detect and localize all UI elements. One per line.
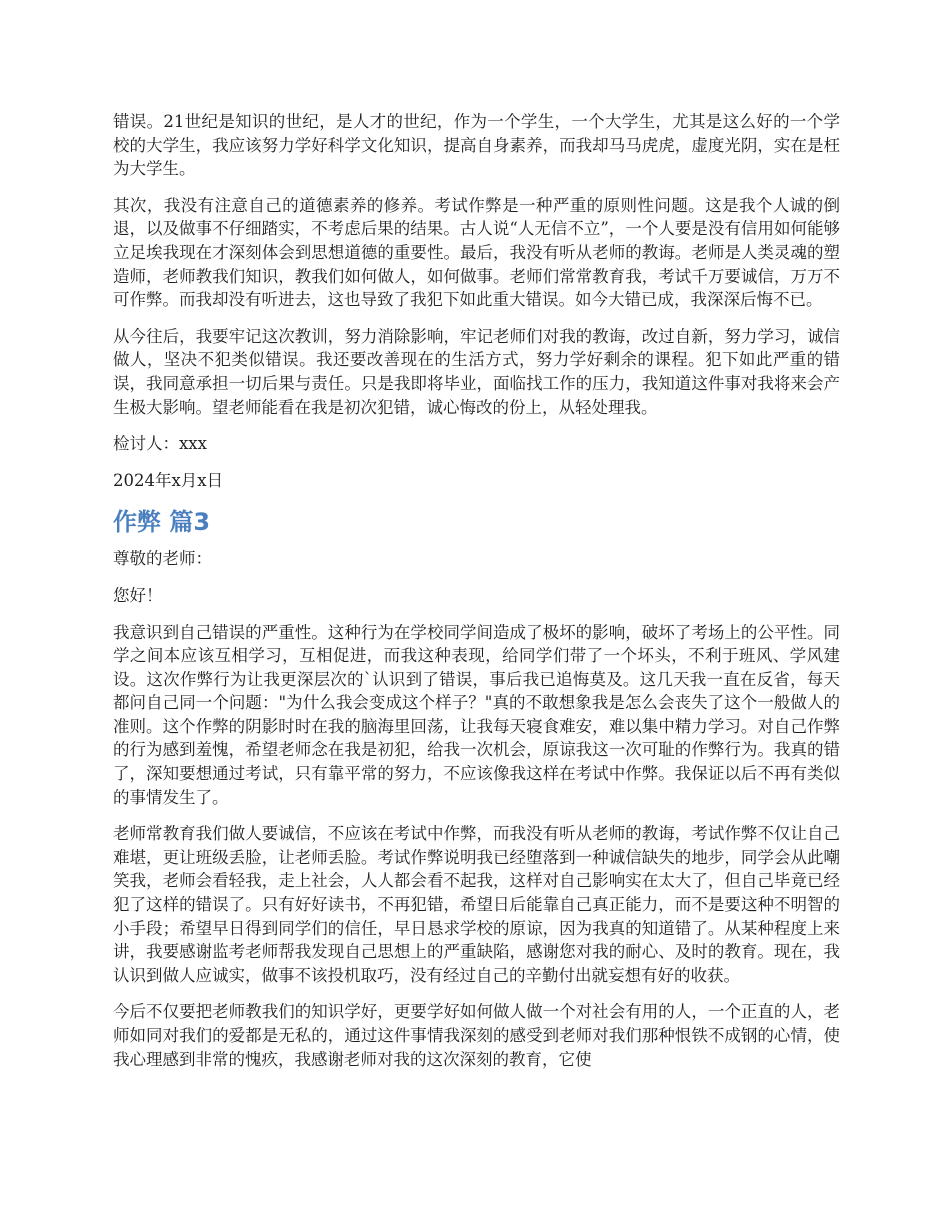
body-paragraph-4: 我意识到自己错误的严重性。这种行为在学校同学间造成了极坏的影响，破坏了考场上的公平性。同学之间本应该互相学习，互相促进，而我这种表现，给同学们带了一个坏头，不利于班风、学风建设。这次作弊行为让我更深层次的`认识到了错误，事后我已追悔莫及。这几天我一直在反省，每天都问自己同一个问题："为什么我会变成这个样子？"真的不敢想象我是怎么会丧失了这个一般做人的准则。这个作弊的阴影时时在我的脑海里回荡，让我每天寝食难安，难以集中精力学习。对自己作弊的行为感到羞愧，希望老师念在我是初犯，给我一次机会，原谅我这一次可耻的作弊行为。我真的错了，深知要想通过考试，只有靠平常的努力，不应该像我这样在考试中作弊。我保证以后不再有类似的事情发生了。 [113,622,840,807]
body-paragraph-3: 从今往后，我要牢记这次教训，努力消除影响，牢记老师们对我的教诲，改过自新，努力学习，诚信做人，坚决不犯类似错误。我还要改善现在的生活方式，努力学好剩余的课程。犯下如此严重的错误，我同意承担一切后果与责任。只是我即将毕业，面临找工作的压力，我知道这件事对我将来会产生极大影响。望老师能看在我是初次犯错，诚心悔改的份上，从轻处理我。 [113,326,840,417]
date-line: 2024年x月x日 [113,470,224,490]
signature-line: 检讨人：xxx [113,434,207,454]
body-paragraph-5: 老师常教育我们做人要诚信，不应该在考试中作弊，而我没有听从老师的教诲，考试作弊不仅让自己难堪，更让班级丢脸，让老师丢脸。考试作弊说明我已经堕落到一种诚信缺失的地步，同学会从此嘲笑我，老师会看轻我，走上社会，人人都会看不起我，这样对自己影响实在太大了，但自己毕竟已经犯了这样的错误了。只有好好读书，不再犯错，希望日后能靠自己真正能力，而不是要这种不明智的小手段；希望早日得到同学们的信任，早日恳求学校的原谅，因为我真的知道错了。从某种程度上来讲，我要感谢监考老师帮我发现自己思想上的严重缺陷，感谢您对我的耐心、及时的教育。现在，我认识到做人应诚实，做事不该投机取巧，没有经过自己的辛勤付出就妄想有好的收获。 [113,824,840,985]
document-body [113,110,840,1084]
section-heading: 作弊 篇3 [113,508,211,537]
body-paragraph-2: 其次，我没有注意自己的道德素养的修养。考试作弊是一种严重的原则性问题。这是我个人诚的倒退，以及做事不仔细踏实，不考虑后果的结果。古人说“人无信不立”，一个人要是没有信用如何能够立足埃我现在才深刻体会到思想道德的重要性。最后，我没有听从老师的教诲。老师是人类灵魂的塑造师，老师教我们知识，教我们如何做人，如何做事。老师们常常教育我，考试千万要诚信，万万不可作弊。而我却没有听进去，这也导致了我犯下如此重大错误。如今大错已成，我深深后悔不已。 [113,195,840,310]
body-paragraph-6: 今后不仅要把老师教我们的知识学好，更要学好如何做人做一个对社会有用的人，一个正直的人，老师如同对我们的爱都是无私的，通过这件事情我深刻的感受到老师对我们那种恨铁不成钢的心情，使我心理感到非常的愧疚，我感谢老师对我的这次深刻的教育，它使 [113,1002,840,1069]
salutation: 尊敬的老师： [113,549,212,569]
greeting: 您好！ [113,585,163,605]
body-paragraph-1: 错误。21世纪是知识的世纪，是人才的世纪，作为一个学生，一个大学生，尤其是这么好的一个学校的大学生，我应该努力学好科学文化知识，提高自身素养，而我却马马虎虎，虚度光阴，实在是枉为大学生。 [113,112,840,179]
